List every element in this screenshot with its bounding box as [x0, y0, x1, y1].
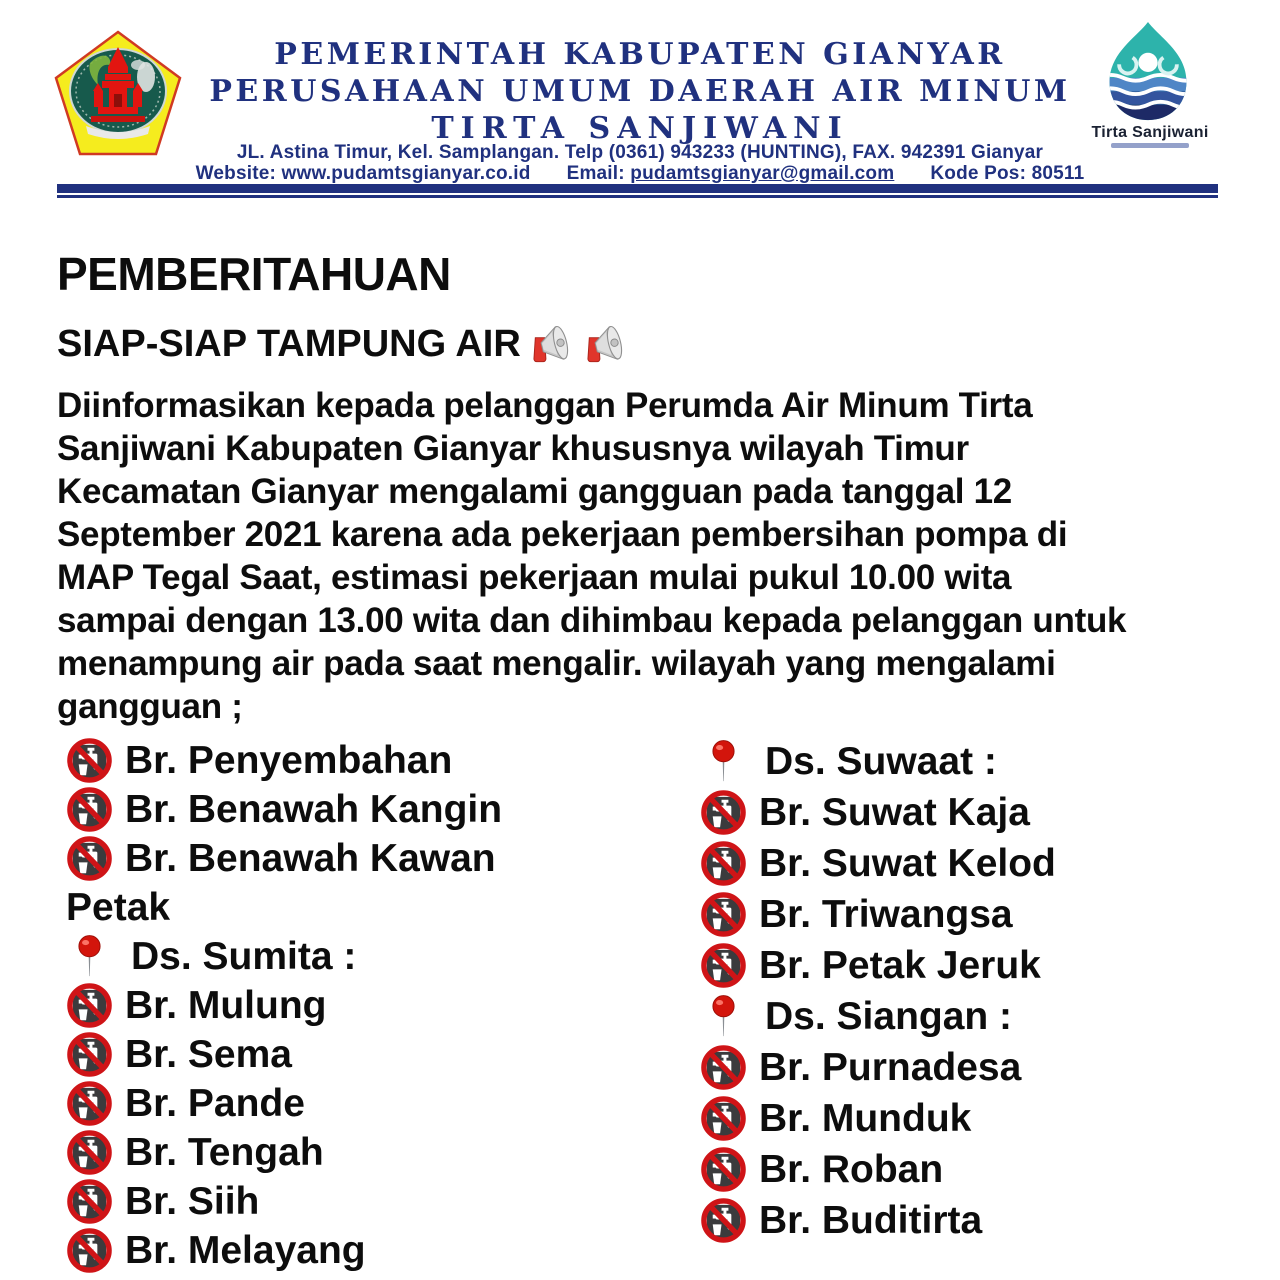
notice-subtitle: SIAP-SIAP TAMPUNG AIR [57, 322, 521, 365]
brand-name: TIRTA SANJIWANI [431, 111, 849, 146]
government-name: PEMERINTAH KABUPATEN GIANYAR [274, 37, 1006, 72]
body-line: Diinformasikan kepada pelanggan Perumda Air Minum Tirta [57, 386, 1033, 425]
area-list-item [66, 981, 566, 1030]
round-pushpin-icon [66, 933, 113, 980]
right-logo-tagline-bar [1111, 143, 1189, 148]
area-list-item [66, 1079, 566, 1128]
area-name: Br. Petak Jeruk [759, 944, 1041, 987]
non-potable-water-icon [700, 840, 747, 887]
non-potable-water-icon [66, 1227, 113, 1274]
area-name: Br. Tengah [125, 1131, 324, 1174]
affected-areas-left-column [66, 736, 566, 1275]
area-list-item [66, 785, 566, 834]
contact-line [40, 163, 1240, 184]
area-name: Br. Penyembahan [125, 739, 453, 782]
non-potable-water-icon [700, 1095, 747, 1142]
area-list-item [700, 1144, 1260, 1195]
non-potable-water-icon [66, 1178, 113, 1225]
gianyar-regency-crest-logo [52, 27, 184, 159]
non-potable-water-icon [66, 982, 113, 1029]
non-potable-water-icon [700, 942, 747, 989]
letterhead-titles [190, 36, 1090, 147]
area-list-item [66, 1177, 566, 1226]
area-name: Br. Benawah Kawan Petak [66, 837, 496, 929]
email-address: pudamtsgianyar@gmail.com [630, 163, 895, 184]
area-list-item [66, 736, 566, 785]
area-name: Br. Pande [125, 1082, 305, 1125]
village-heading-item [700, 991, 1260, 1042]
non-potable-water-icon [66, 786, 113, 833]
body-line: MAP Tegal Saat, estimasi pekerjaan mulai pukul 10.00 wita [57, 558, 1012, 597]
company-name: PERUSAHAAN UMUM DAERAH AIR MINUM [209, 74, 1071, 109]
village-name: Ds. Sumita : [131, 935, 357, 978]
website-text: Website: www.pudamtsgianyar.co.id [195, 163, 531, 184]
letterhead-divider [57, 184, 1218, 198]
area-name: Br. Triwangsa [759, 893, 1013, 936]
body-line: sampai dengan 13.00 wita dan dihimbau kepada pelanggan untuk [57, 601, 1127, 640]
postal-code: Kode Pos: 80511 [930, 163, 1085, 184]
non-potable-water-icon [66, 1080, 113, 1127]
area-name: Br. Melayang [125, 1229, 366, 1272]
non-potable-water-icon [66, 1129, 113, 1176]
right-logo-caption: Tirta Sanjiwani [1091, 124, 1209, 141]
body-line: Kecamatan Gianyar mengalami gangguan pada tanggal 12 [57, 472, 1012, 511]
village-heading-item [700, 736, 1260, 787]
area-name: Br. Benawah Kangin [125, 788, 503, 831]
village-heading-item [66, 932, 566, 981]
non-potable-water-icon [66, 1031, 113, 1078]
body-line: September 2021 karena ada pekerjaan pembersihan pompa di [57, 515, 1068, 554]
area-name: Br. Munduk [759, 1097, 972, 1140]
body-line: Sanjiwani Kabupaten Gianyar khususnya wilayah Timur [57, 429, 969, 468]
area-name: Br. Roban [759, 1148, 944, 1191]
megaphone-icon [527, 322, 575, 366]
area-list-item [700, 1195, 1260, 1246]
non-potable-water-icon [700, 1044, 747, 1091]
area-list-item [66, 1226, 566, 1275]
non-potable-water-icon [66, 835, 113, 882]
area-name: Br. Suwat Kaja [759, 791, 1030, 834]
non-potable-water-icon [700, 1197, 747, 1244]
area-list-item [700, 787, 1260, 838]
area-list-item [66, 1030, 566, 1079]
letterhead-address [40, 142, 1240, 184]
village-name: Ds. Siangan : [765, 995, 1013, 1038]
non-potable-water-icon [700, 891, 747, 938]
area-name: Br. Buditirta [759, 1199, 983, 1242]
area-list-item [66, 1128, 566, 1177]
area-list-item [66, 834, 566, 932]
email-label: Email: [566, 163, 625, 184]
megaphone-icon [581, 322, 629, 366]
non-potable-water-icon [700, 789, 747, 836]
non-potable-water-icon [700, 1146, 747, 1193]
area-list-item [700, 1042, 1260, 1093]
affected-areas-right-column [700, 736, 1260, 1246]
area-name: Br. Siih [125, 1180, 260, 1223]
non-potable-water-icon [66, 737, 113, 784]
round-pushpin-icon [700, 993, 747, 1040]
area-name: Br. Purnadesa [759, 1046, 1022, 1089]
right-logo-caption-block [1078, 18, 1222, 148]
village-name: Ds. Suwaat : [765, 740, 997, 783]
area-name: Br. Suwat Kelod [759, 842, 1056, 885]
area-list-item [700, 889, 1260, 940]
notice-title: PEMBERITAHUAN [57, 248, 451, 300]
address-line: JL. Astina Timur, Kel. Samplangan. Telp (0361) 943233 (HUNTING), FAX. 942391 Gianyar [236, 142, 1044, 163]
notice-subtitle-row [57, 320, 629, 368]
area-list-item [700, 940, 1260, 991]
notice-body [57, 384, 1253, 728]
area-list-item [700, 1093, 1260, 1144]
area-name: Br. Sema [125, 1033, 292, 1076]
body-line: menampung air pada saat mengalir. wilayah yang mengalami [57, 644, 1056, 683]
round-pushpin-icon [700, 738, 747, 785]
area-list-item [700, 838, 1260, 889]
body-line: gangguan ; [57, 687, 243, 726]
area-name: Br. Mulung [125, 984, 327, 1027]
